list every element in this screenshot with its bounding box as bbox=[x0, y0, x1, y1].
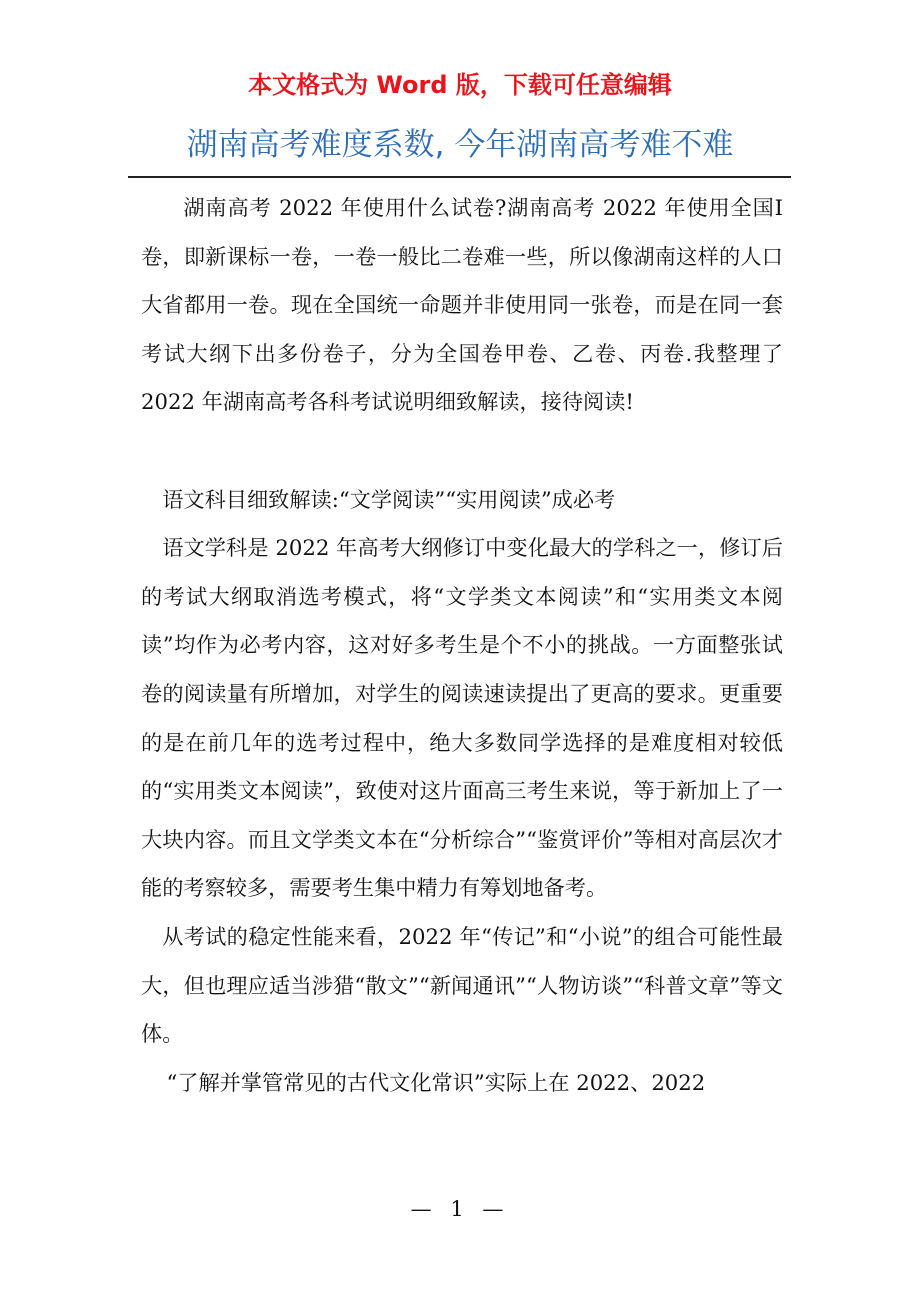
format-notice-banner: 本文格式为 Word 版，下载可任意编辑 bbox=[248, 71, 672, 99]
title-divider bbox=[128, 176, 791, 178]
body-paragraph-stability: 从考试的稳定性能来看，2022 年“传记”和“小说”的组合可能性最大，但也理应适当涉猎“散文”“新闻通讯”“人物访谈”“科普文章”等文体。 bbox=[141, 923, 783, 1047]
intro-paragraph: 湖南高考 2022 年使用什么试卷?湖南高考 2022 年使用全国Ⅰ卷，即新课标一卷，一卷一般比二卷难一些，所以像湖南这样的人口大省都用一卷。现在全国统一命题并非使用同一张卷，而是在同一套考试大纲下出多份卷子，分为全国卷甲卷、乙卷、丙卷.我整理了 2022 年湖南高考各科考试说明细致解读，接待阅读! bbox=[141, 195, 783, 415]
body-paragraph-chinese-subject: 语文学科是 2022 年高考大纲修订中变化最大的学科之一，修订后的考试大纲取消选考模式，将“文学类文本阅读”和“实用类文本阅读”均作为必考内容，这对好多考生是个不小的挑战。一方面整张试卷的阅读量有所增加，对学生的阅读速读提出了更高的要求。更重要的是在前几年的选考过程中，绝大多数同学选择的是难度相对较低的“实用类文本阅读”，致使对这片面高三考生来说，等于新加上了一大块内容。而且文学类文本在“分析综合”“鉴赏评价”等相对高层次才能的考察较多，需要考生集中精力有筹划地备考。 bbox=[141, 535, 783, 901]
body-paragraph-cultural-knowledge: “了解并掌管常见的古代文化常识”实际上在 2022、2022 bbox=[166, 1069, 706, 1095]
section-heading: 语文科目细致解读:“文学阅读”“实用阅读”成必考 bbox=[162, 486, 616, 512]
document-title: 湖南高考难度系数, 今年湖南高考难不难 bbox=[186, 127, 734, 163]
document-body bbox=[141, 184, 783, 1107]
paragraph-gap bbox=[141, 427, 783, 476]
page-number: — 1 — bbox=[410, 1197, 510, 1221]
